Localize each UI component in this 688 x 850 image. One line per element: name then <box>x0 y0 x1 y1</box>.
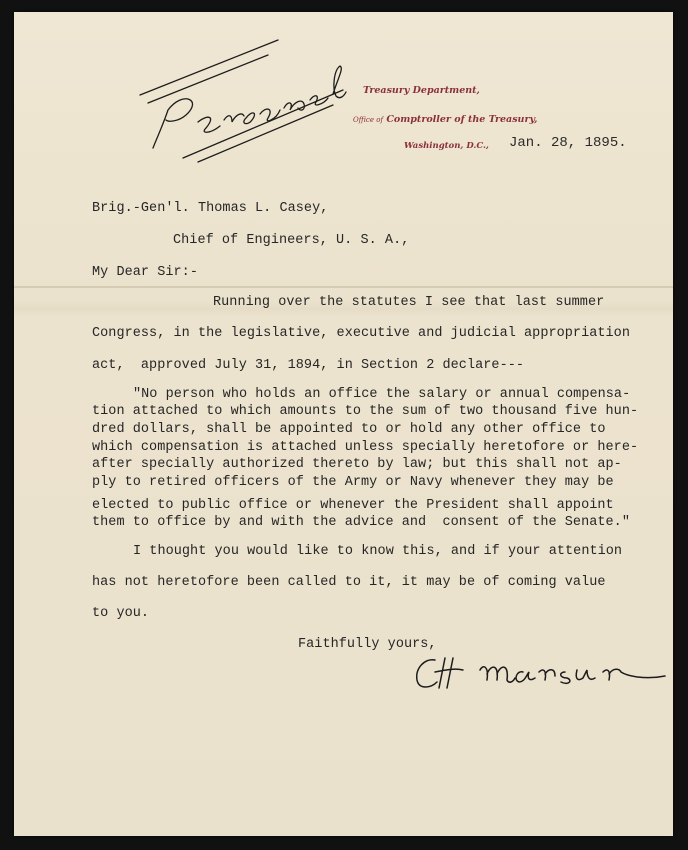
letterhead-office-prefix: Office of <box>353 116 384 124</box>
body-line: Running over the statutes I see that last summer <box>213 295 605 310</box>
body-line: act, approved July 31, 1894, in Section 2 declare--- <box>92 358 525 373</box>
quote-line: them to office by and with the advice and consent of the Senate." <box>92 515 630 530</box>
signature <box>405 650 675 700</box>
quote-line: which compensation is attached unless specially heretofore or here- <box>92 440 639 455</box>
quote-line: "No person who holds an office the salary or annual compensa- <box>133 387 631 402</box>
body-line: I thought you would like to know this, and if your attention <box>133 544 623 559</box>
letterhead-department: Treasury Department, <box>363 85 480 96</box>
recipient-title: Chief of Engineers, U. S. A., <box>173 233 410 248</box>
letterhead-office-name: Comptroller of the Treasury, <box>386 114 538 125</box>
recipient-name: Brig.-Gen'l. Thomas L. Casey, <box>92 201 329 216</box>
letter-date: Jan. 28, 1895. <box>509 135 627 151</box>
letterhead-place: Washington, D.C., <box>404 141 489 151</box>
quote-line: tion attached to which amounts to the sum of two thousand five hun- <box>92 404 639 419</box>
quote-line: after specially authorized thereto by law; but this shall not ap- <box>92 457 622 472</box>
body-line: has not heretofore been called to it, it may be of coming value <box>92 575 606 590</box>
salutation: My Dear Sir:- <box>92 265 198 280</box>
body-line: to you. <box>92 606 150 621</box>
quote-line: dred dollars, shall be appointed to or hold any other office to <box>92 422 606 437</box>
quote-line: elected to public office or whenever the President shall appoint <box>92 498 614 513</box>
body-line: Congress, in the legislative, executive and judicial appropriation <box>92 326 630 341</box>
personal-handwritten-mark <box>128 30 368 170</box>
letterhead-office <box>353 114 537 125</box>
quote-line: ply to retired officers of the Army or Navy whenever they may be <box>92 475 614 490</box>
page-fold <box>14 286 673 288</box>
valediction: Faithfully yours, <box>298 637 437 652</box>
